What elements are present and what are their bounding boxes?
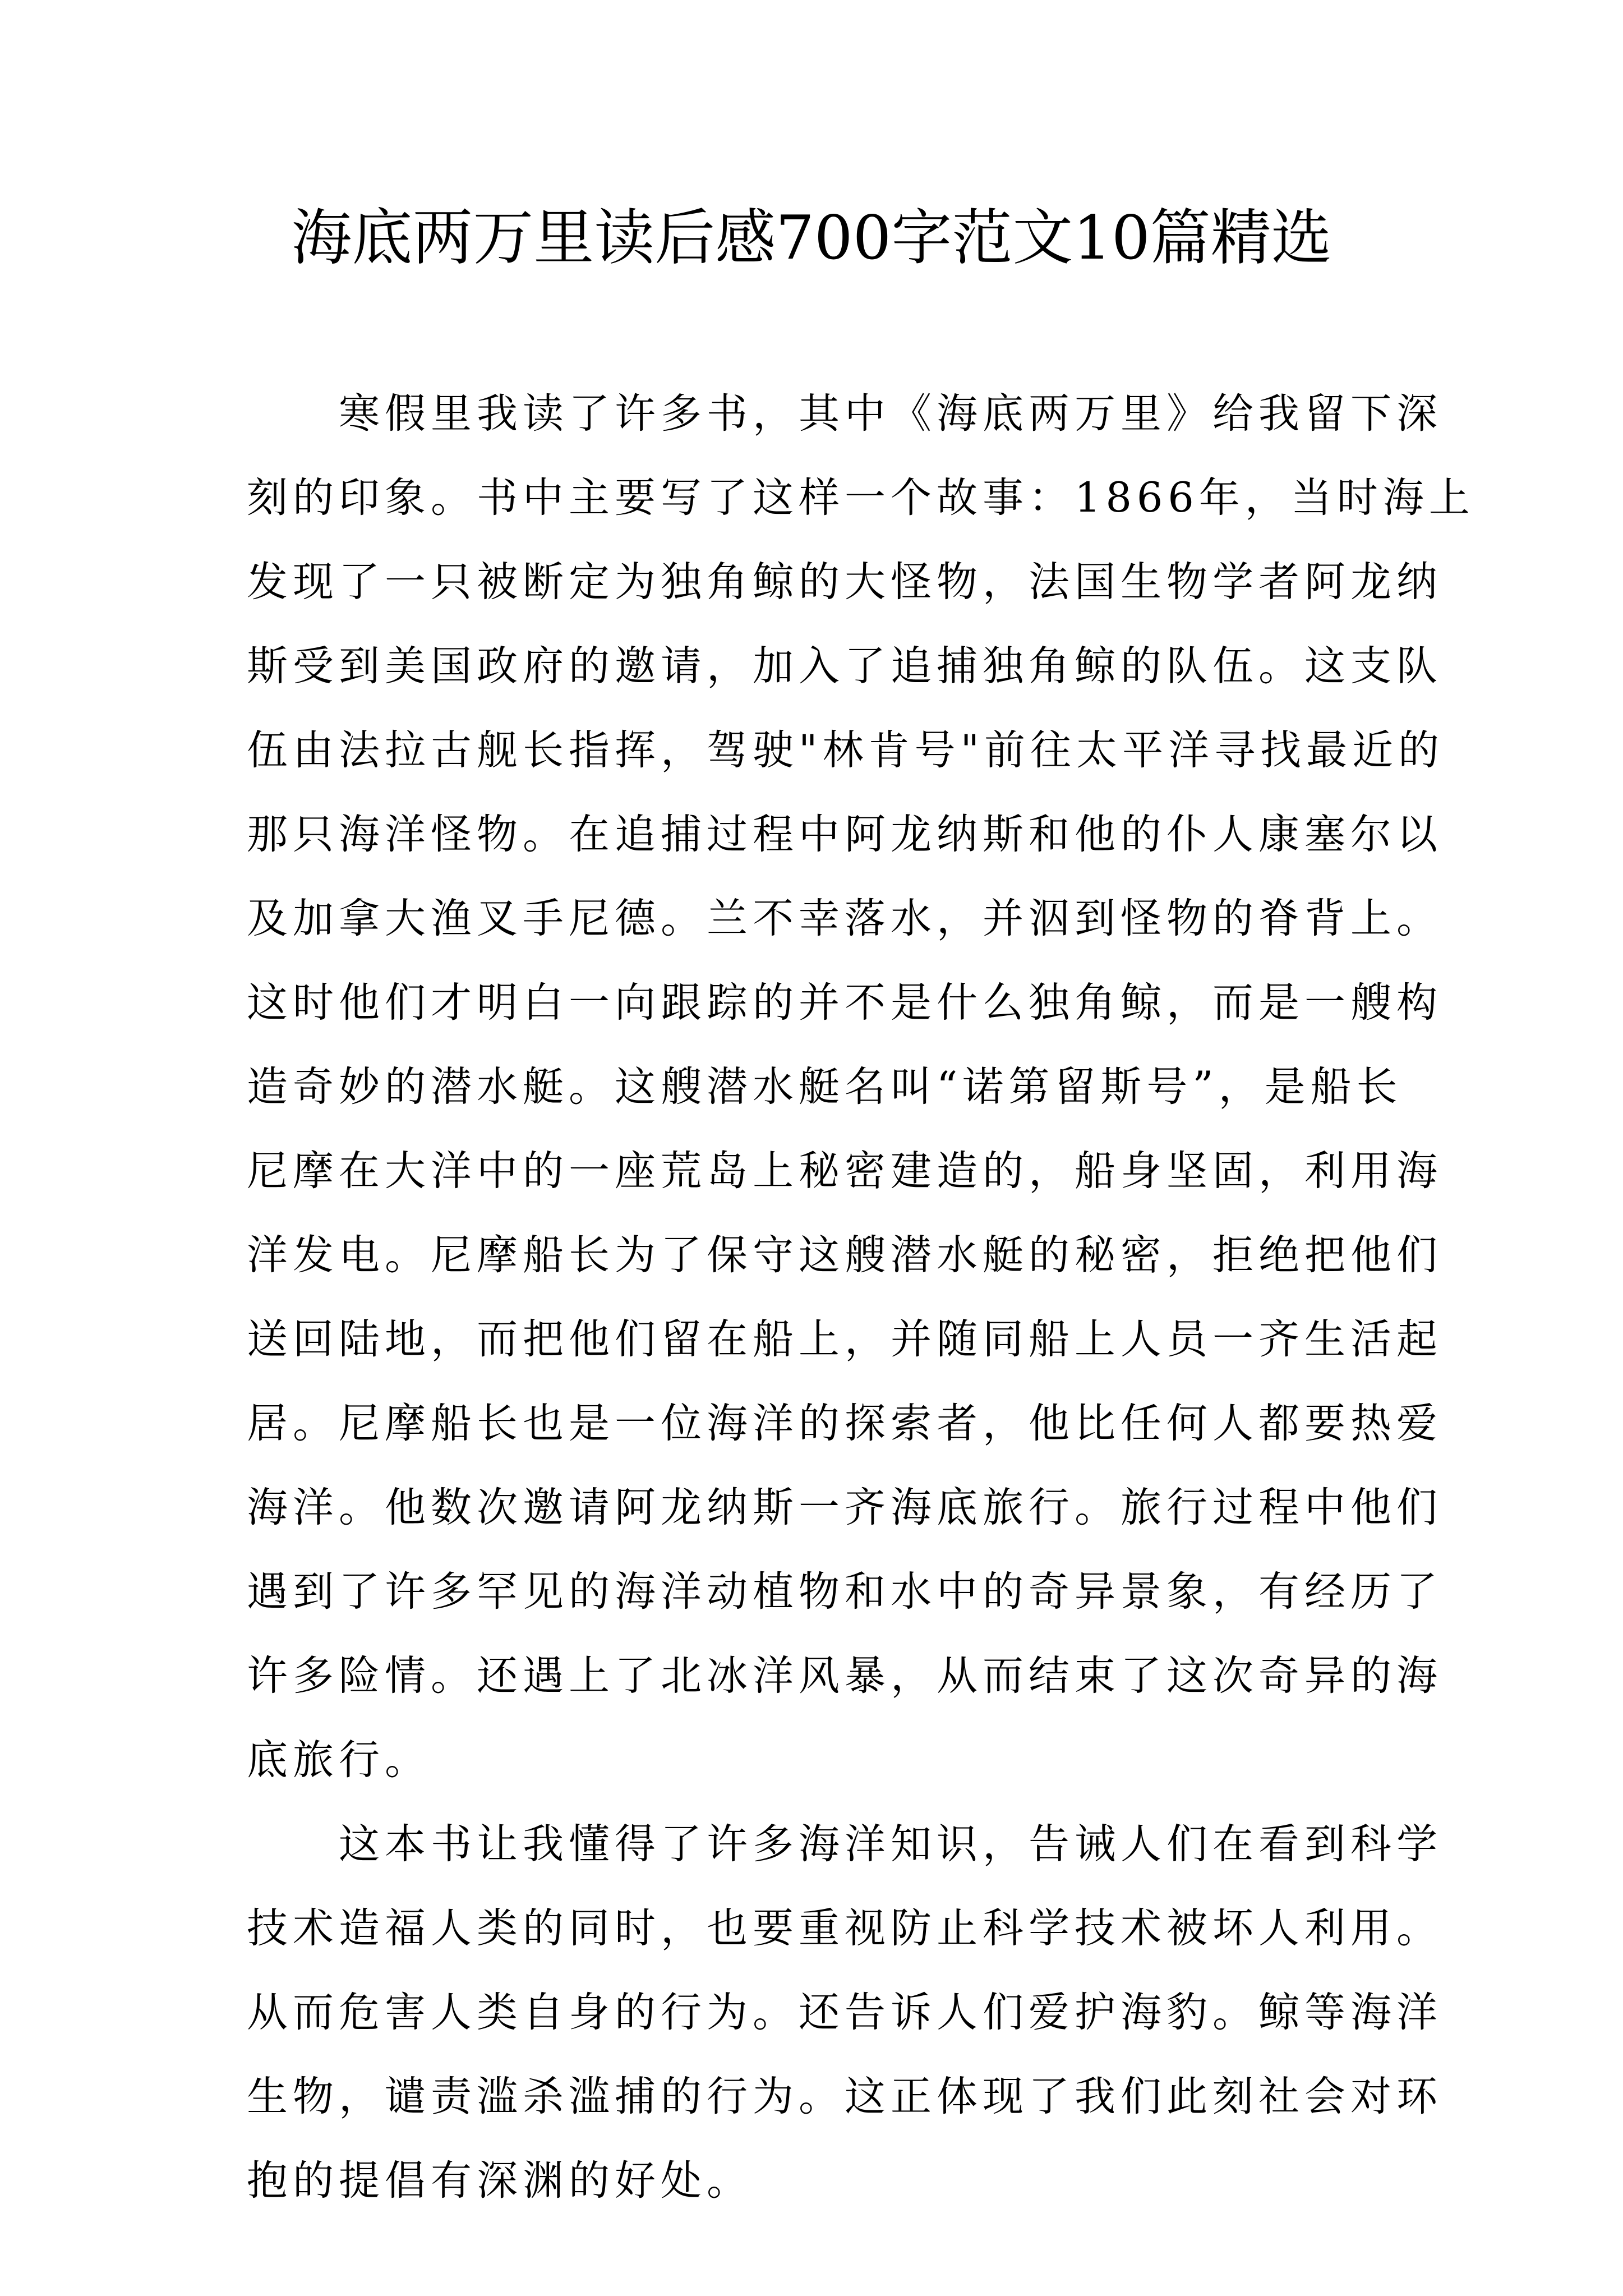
paragraph-line: 技术造福人类的同时，也要重视防止科学技术被坏人利用。 xyxy=(247,1904,1442,1952)
paragraph-line: 遇到了许多罕见的海洋动植物和水中的奇异景象，有经历了 xyxy=(247,1568,1442,1616)
paragraph-line: 送回陆地，而把他们留在船上，并随同船上人员一齐生活起 xyxy=(247,1315,1442,1363)
paragraph-line: 洋发电。尼摩船长为了保守这艘潜水艇的秘密，拒绝把他们 xyxy=(247,1231,1442,1279)
paragraph-line: 这本书让我懂得了许多海洋知识，告诫人们在看到科学 xyxy=(339,1820,1442,1868)
paragraph-line: 寒假里我读了许多书，其中《海底两万里》给我留下深 xyxy=(339,390,1442,438)
paragraph-line: 造奇妙的潜水艇。这艘潜水艇名叫“诺第留斯号”，是船长 xyxy=(247,1063,1403,1111)
paragraph-line: 那只海洋怪物。在追捕过程中阿龙纳斯和他的仆人康塞尔以 xyxy=(247,811,1442,858)
paragraph-line: 海洋。他数次邀请阿龙纳斯一齐海底旅行。旅行过程中他们 xyxy=(247,1484,1442,1531)
paragraph-line: 伍由法拉古舰长指挥，驾驶"林肯号"前往太平洋寻找最近的 xyxy=(247,726,1445,774)
paragraph-line: 底旅行。 xyxy=(247,1736,431,1784)
paragraph-line: 刻的印象。书中主要写了这样一个故事：1866年，当时海上 xyxy=(247,474,1475,522)
document-body xyxy=(247,372,1475,2223)
paragraph-1 xyxy=(247,372,1475,1802)
paragraph-line: 生物，谴责滥杀滥捕的行为。这正体现了我们此刻社会对环 xyxy=(247,2073,1442,2120)
paragraph-2 xyxy=(247,1802,1442,2223)
paragraph-line: 及加拿大渔叉手尼德。兰不幸落水，并泅到怪物的脊背上。 xyxy=(247,895,1442,942)
paragraph-line: 抱的提倡有深渊的好处。 xyxy=(247,2157,753,2205)
paragraph-line: 尼摩在大洋中的一座荒岛上秘密建造的，船身坚固，利用海 xyxy=(247,1147,1442,1195)
paragraph-line: 居。尼摩船长也是一位海洋的探索者，他比任何人都要热爱 xyxy=(247,1400,1442,1447)
paragraph-line: 斯受到美国政府的邀请，加入了追捕独角鲸的队伍。这支队 xyxy=(247,642,1442,690)
paragraph-line: 这时他们才明白一向跟踪的并不是什么独角鲸，而是一艘构 xyxy=(247,979,1442,1027)
document-title: 海底两万里读后感700字范文10篇精选 xyxy=(291,203,1332,273)
paragraph-line: 许多险情。还遇上了北冰洋风暴，从而结束了这次奇异的海 xyxy=(247,1652,1442,1700)
paragraph-line: 从而危害人类自身的行为。还告诉人们爱护海豹。鲸等海洋 xyxy=(247,1989,1442,2036)
paragraph-line: 发现了一只被断定为独角鲸的大怪物，法国生物学者阿龙纳 xyxy=(247,558,1442,606)
